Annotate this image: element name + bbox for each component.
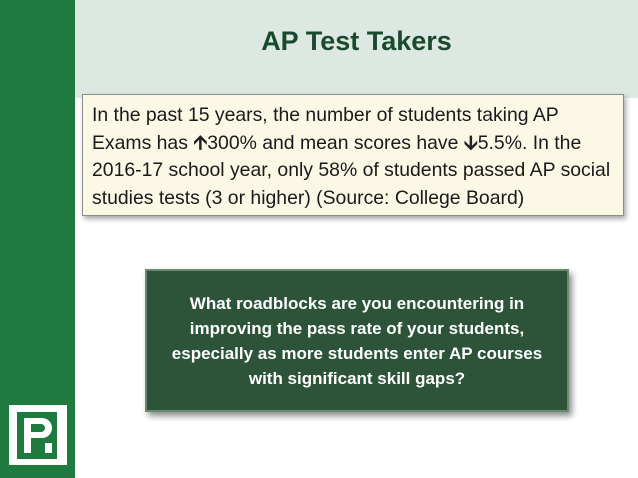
up-arrow-icon: 🡩 xyxy=(193,131,208,154)
p-logo-graphic xyxy=(9,405,67,465)
slide-title: AP Test Takers xyxy=(261,26,452,56)
stats-text-part3: 5.5%. In the 2016-17 school year, only 58% of students passed AP social studies tests (3 or higher) (Source: College Board) xyxy=(92,131,611,209)
down-arrow-icon: 🡫 xyxy=(463,131,478,154)
question-text: What roadblocks are you encountering in improving the pass rate of your students, especially as more students enter AP courses with significant skill gaps? xyxy=(171,293,543,388)
stats-text-part1: In the past 15 years, the number of students taking AP Exams has xyxy=(92,104,559,154)
stats-callout xyxy=(82,94,624,216)
p-logo-icon xyxy=(9,405,67,465)
question-callout xyxy=(145,269,569,412)
stats-text-part2: 300% and mean scores have xyxy=(207,131,464,154)
